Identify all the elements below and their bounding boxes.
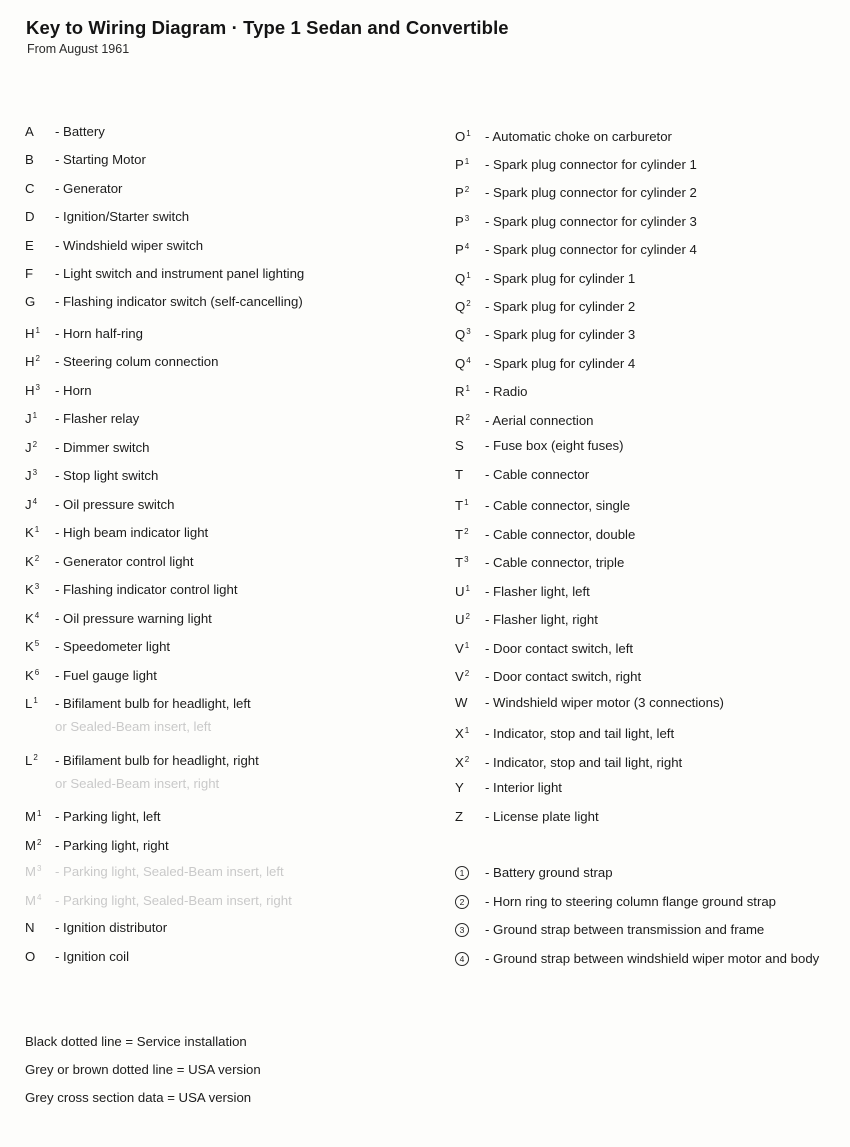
key-superscript: 1: [32, 411, 38, 420]
key-letter: Q: [455, 271, 466, 286]
key-superscript: 2: [464, 669, 470, 678]
key-superscript: 5: [34, 639, 40, 648]
key-superscript: 2: [34, 554, 40, 563]
key-code: [25, 152, 55, 168]
key-description: - High beam indicator light: [55, 525, 209, 540]
key-code: [455, 581, 485, 600]
key-entry: [25, 522, 208, 541]
key-entry: [455, 752, 682, 771]
key-description: - Oil pressure warning light: [55, 611, 212, 626]
key-description: - Oil pressure switch: [55, 497, 175, 512]
key-entry: [455, 666, 641, 685]
key-code: [25, 949, 55, 965]
key-entry: [455, 723, 674, 742]
key-letter: B: [25, 152, 34, 167]
key-letter: Q: [455, 299, 466, 314]
key-superscript: 1: [465, 584, 470, 593]
page-subtitle: From August 1961: [27, 42, 130, 56]
key-letter: H: [25, 354, 35, 369]
key-letter: P: [455, 157, 464, 172]
key-entry: [25, 579, 238, 598]
key-code: [455, 211, 485, 230]
key-description: - Dimmer switch: [55, 440, 150, 455]
key-description: - Cable connector, single: [485, 498, 631, 513]
key-description: - Flasher relay: [55, 411, 140, 426]
key-letter: G: [25, 294, 36, 309]
key-superscript: 1: [33, 696, 38, 705]
key-letter: H: [25, 326, 35, 341]
key-superscript: 2: [37, 838, 42, 847]
key-letter: F: [25, 266, 34, 281]
key-superscript: 2: [464, 755, 470, 764]
key-superscript: 2: [465, 413, 470, 422]
key-superscript: 1: [37, 809, 42, 818]
key-description: - Parking light, Sealed-Beam insert, right: [55, 893, 292, 908]
key-code: [25, 124, 55, 140]
key-letter: Z: [455, 809, 464, 824]
key-letter: U: [455, 584, 465, 599]
key-superscript: 1: [464, 641, 470, 650]
key-letter: V: [455, 641, 464, 656]
key-entry: [25, 806, 161, 825]
key-letter: O: [25, 949, 36, 964]
key-entry: [455, 524, 635, 543]
key-letter: M: [25, 864, 36, 879]
key-superscript: 1: [466, 129, 471, 138]
key-superscript: 4: [32, 497, 38, 506]
key-superscript: 2: [466, 299, 471, 308]
legend-line: Black dotted line = Service installation: [25, 1034, 247, 1049]
key-letter: J: [25, 411, 32, 426]
key-code: [25, 665, 55, 684]
ground-strap-entry: [455, 951, 819, 967]
key-letter: U: [455, 612, 465, 627]
key-code: [25, 380, 55, 399]
key-description: - Automatic choke on carburetor: [485, 129, 672, 144]
key-description: - Windshield wiper switch: [55, 238, 204, 253]
key-entry: [25, 861, 284, 880]
key-code: [25, 238, 55, 254]
key-code: [25, 835, 55, 854]
key-description: - Flashing indicator control light: [55, 582, 238, 597]
key-description: - Flasher light, left: [485, 584, 590, 599]
key-code: [455, 609, 485, 628]
key-superscript: 1: [464, 157, 470, 166]
key-entry: [25, 437, 150, 456]
key-code: [25, 636, 55, 655]
key-superscript: 3: [32, 468, 38, 477]
key-description: - Speedometer light: [55, 639, 171, 654]
key-description: - Ignition/Starter switch: [55, 209, 190, 224]
key-superscript: 4: [466, 356, 471, 365]
key-entry: [25, 636, 170, 655]
key-letter: W: [455, 695, 468, 710]
key-superscript: 4: [34, 611, 40, 620]
key-code: [25, 351, 55, 370]
key-superscript: 1: [465, 384, 470, 393]
key-letter: Y: [455, 780, 464, 795]
key-code: [25, 920, 55, 936]
key-entry: [455, 353, 635, 372]
key-code: [455, 552, 485, 571]
key-entry: [25, 323, 143, 342]
ground-strap-entry: [455, 894, 776, 910]
key-superscript: 2: [465, 612, 470, 621]
key-code: [455, 723, 485, 742]
key-description: - Spark plug connector for cylinder 3: [485, 214, 697, 229]
key-code: [25, 608, 55, 627]
key-entry: [455, 552, 624, 571]
key-letter: Q: [455, 327, 466, 342]
key-letter: H: [25, 383, 35, 398]
key-entry: [455, 638, 633, 657]
key-letter: P: [455, 185, 464, 200]
key-description: - Ignition distributor: [55, 920, 168, 935]
key-superscript: 1: [464, 726, 470, 735]
key-entry: [455, 154, 697, 173]
key-letter: K: [25, 611, 34, 626]
key-entry: [455, 268, 635, 287]
key-description: - License plate light: [485, 809, 599, 824]
key-code: [455, 495, 485, 514]
key-entry: [455, 324, 635, 343]
key-entry: [25, 494, 174, 513]
key-description: - Radio: [485, 384, 528, 399]
key-entry: [25, 949, 129, 965]
circled-number: 3: [455, 923, 469, 937]
key-letter: P: [455, 242, 464, 257]
key-letter: O: [455, 129, 466, 144]
key-entry: [25, 124, 105, 140]
key-code: [25, 579, 55, 598]
key-letter: C: [25, 181, 35, 196]
key-description: - Spark plug for cylinder 4: [485, 356, 636, 371]
key-code: [455, 638, 485, 657]
key-entry: [25, 152, 146, 168]
key-code: [455, 809, 485, 825]
key-entry: [25, 750, 259, 769]
key-superscript: 1: [34, 525, 40, 534]
key-entry: [25, 351, 218, 370]
key-code: [25, 437, 55, 456]
key-letter: Q: [455, 356, 466, 371]
key-code: [25, 890, 55, 909]
key-description: - Aerial connection: [485, 413, 594, 428]
key-description: or Sealed-Beam insert, right: [55, 776, 220, 791]
key-entry: [25, 890, 292, 909]
key-code: [455, 410, 485, 429]
key-code: [25, 209, 55, 225]
key-superscript: 1: [464, 498, 469, 507]
key-entry: [455, 695, 724, 711]
key-entry: [25, 408, 139, 427]
key-superscript: 3: [35, 383, 40, 392]
key-code: [455, 381, 485, 400]
key-code: [25, 266, 55, 282]
key-entry: [455, 410, 594, 429]
key-code: [25, 750, 55, 769]
key-description: - Flasher light, right: [485, 612, 598, 627]
key-description: - Horn half-ring: [55, 326, 143, 341]
key-description: - Fuse box (eight fuses): [485, 438, 624, 453]
circled-number: 1: [455, 866, 469, 880]
key-description: - Steering colum connection: [55, 354, 219, 369]
key-code: [25, 465, 55, 484]
key-description: - Battery: [55, 124, 105, 139]
key-letter: K: [25, 639, 34, 654]
key-description: - Ignition coil: [55, 949, 130, 964]
key-letter: T: [455, 467, 464, 482]
key-entry: [455, 467, 589, 483]
key-code: [25, 181, 55, 197]
key-superscript: 2: [464, 527, 469, 536]
key-superscript: 3: [37, 864, 42, 873]
key-code: [455, 524, 485, 543]
key-code: [455, 182, 485, 201]
circled-number: 2: [455, 895, 469, 909]
key-code: [455, 126, 485, 145]
key-letter: M: [25, 838, 36, 853]
key-letter: K: [25, 668, 34, 683]
key-entry: [25, 693, 251, 712]
key-letter: M: [25, 893, 36, 908]
key-description: - Stop light switch: [55, 468, 159, 483]
key-description: - Horn: [55, 383, 92, 398]
key-entry: [25, 551, 194, 570]
key-description: - Cable connector, triple: [485, 555, 625, 570]
key-description: - Indicator, stop and tail light, right: [485, 755, 683, 770]
key-entry: [455, 239, 697, 258]
key-letter: M: [25, 809, 36, 824]
key-description: - Parking light, Sealed-Beam insert, left: [55, 864, 284, 879]
key-code: [455, 695, 485, 711]
key-entry: [25, 835, 169, 854]
key-entry: [455, 126, 672, 145]
key-code: [455, 154, 485, 173]
key-description: - Parking light, right: [55, 838, 169, 853]
key-description: - Starting Motor: [55, 152, 146, 167]
key-code: [25, 408, 55, 427]
key-description: - Bifilament bulb for headlight, right: [55, 753, 259, 768]
key-letter: R: [455, 384, 465, 399]
key-letter: R: [455, 413, 465, 428]
key-entry: [25, 266, 304, 282]
key-code: [25, 494, 55, 513]
key-entry: [25, 665, 157, 684]
ground-strap-description: - Horn ring to steering column flange ground strap: [485, 894, 777, 909]
key-entry: [455, 296, 635, 315]
key-superscript: 6: [34, 668, 40, 677]
key-code: [455, 467, 485, 483]
key-description: - Generator control light: [55, 554, 194, 569]
key-code: [455, 268, 485, 287]
key-description: - Door contact switch, left: [485, 641, 634, 656]
key-superscript: 4: [37, 893, 42, 902]
key-entry: [25, 465, 158, 484]
key-description: - Cable connector: [485, 467, 590, 482]
key-entry: [25, 238, 203, 254]
key-code: [25, 294, 55, 310]
key-entry: [25, 608, 212, 627]
key-superscript: 2: [464, 185, 470, 194]
key-code: [455, 324, 485, 343]
key-superscript: 3: [34, 582, 40, 591]
key-letter: T: [455, 527, 464, 542]
key-entry: [455, 609, 598, 628]
key-entry: [55, 719, 211, 735]
key-description: - Generator: [55, 181, 123, 196]
key-code: [455, 353, 485, 372]
key-letter: P: [455, 214, 464, 229]
key-entry: [455, 438, 624, 454]
key-letter: X: [455, 755, 464, 770]
key-description: - Interior light: [485, 780, 562, 795]
key-letter: D: [25, 209, 35, 224]
key-description: - Spark plug connector for cylinder 2: [485, 185, 697, 200]
page-title: Key to Wiring Diagram · Type 1 Sedan and Convertible: [26, 17, 509, 38]
key-superscript: 3: [464, 214, 470, 223]
key-description: - Spark plug connector for cylinder 1: [485, 157, 697, 172]
ground-strap-entry: [455, 865, 613, 881]
key-description: - Door contact switch, right: [485, 669, 642, 684]
key-description: - Spark plug for cylinder 1: [485, 271, 636, 286]
key-letter: L: [25, 696, 33, 711]
key-entry: [455, 381, 528, 400]
ground-strap-entry: [455, 922, 764, 938]
key-code: [455, 296, 485, 315]
ground-strap-description: - Battery ground strap: [485, 865, 613, 880]
key-code: [25, 551, 55, 570]
key-letter: N: [25, 920, 35, 935]
key-code: [455, 666, 485, 685]
key-description: - Indicator, stop and tail light, left: [485, 726, 675, 741]
key-entry: [55, 776, 219, 792]
key-entry: [25, 294, 303, 310]
key-entry: [455, 809, 599, 825]
key-description: - Spark plug for cylinder 2: [485, 299, 636, 314]
key-superscript: 4: [464, 242, 470, 251]
key-code: [455, 438, 485, 454]
key-code: [25, 522, 55, 541]
key-code: [25, 861, 55, 880]
key-description: - Spark plug for cylinder 3: [485, 327, 636, 342]
key-description: - Windshield wiper motor (3 connections): [485, 695, 724, 710]
key-entry: [25, 181, 122, 197]
key-entry: [455, 211, 697, 230]
key-code: [455, 752, 485, 771]
key-letter: A: [25, 124, 34, 139]
key-letter: T: [455, 555, 464, 570]
key-description: - Spark plug connector for cylinder 4: [485, 242, 697, 257]
key-letter: S: [455, 438, 464, 453]
key-description: or Sealed-Beam insert, left: [55, 719, 212, 734]
key-code: [25, 693, 55, 712]
key-superscript: 2: [33, 753, 38, 762]
key-superscript: 2: [32, 440, 38, 449]
key-superscript: 3: [466, 327, 471, 336]
key-letter: X: [455, 726, 464, 741]
key-entry: [25, 920, 167, 936]
key-superscript: 1: [35, 326, 40, 335]
key-description: - Fuel gauge light: [55, 668, 157, 683]
key-entry: [25, 209, 189, 225]
key-letter: K: [25, 554, 34, 569]
key-description: - Flashing indicator switch (self-cancelling): [55, 294, 303, 309]
key-letter: E: [25, 238, 34, 253]
key-code: [25, 806, 55, 825]
key-description: - Cable connector, double: [485, 527, 636, 542]
key-entry: [455, 780, 562, 796]
legend-line: Grey cross section data = USA version: [25, 1090, 252, 1105]
key-superscript: 1: [466, 271, 471, 280]
circled-number: 4: [455, 952, 469, 966]
legend-line: Grey or brown dotted line = USA version: [25, 1062, 261, 1077]
key-letter: K: [25, 525, 34, 540]
key-entry: [455, 581, 590, 600]
key-superscript: 3: [464, 555, 469, 564]
key-letter: J: [25, 497, 32, 512]
key-entry: [455, 182, 697, 201]
key-code: [25, 323, 55, 342]
key-entry: [455, 495, 630, 514]
key-letter: J: [25, 468, 32, 483]
key-letter: J: [25, 440, 32, 455]
key-entry: [25, 380, 92, 399]
key-description: - Parking light, left: [55, 809, 161, 824]
key-letter: V: [455, 669, 464, 684]
key-description: - Bifilament bulb for headlight, left: [55, 696, 251, 711]
ground-strap-description: - Ground strap between windshield wiper motor and body: [485, 951, 820, 966]
key-letter: L: [25, 753, 33, 768]
key-superscript: 2: [35, 354, 40, 363]
key-letter: K: [25, 582, 34, 597]
key-letter: T: [455, 498, 464, 513]
ground-strap-description: - Ground strap between transmission and frame: [485, 922, 765, 937]
key-code: [455, 239, 485, 258]
key-description: - Light switch and instrument panel lighting: [55, 266, 305, 281]
key-code: [455, 780, 485, 796]
